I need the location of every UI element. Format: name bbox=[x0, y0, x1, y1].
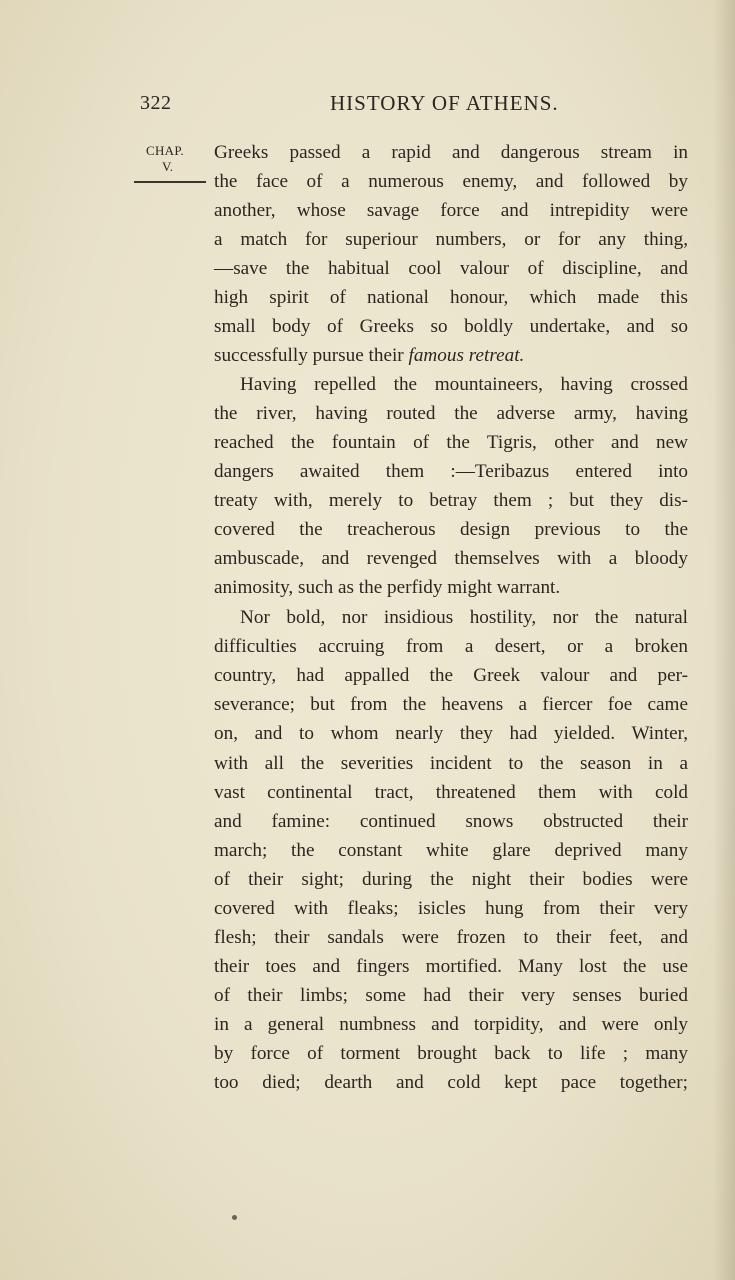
spine-shadow bbox=[713, 0, 735, 1280]
text-line: —save the habitual cool valour of discipline, and bbox=[214, 258, 688, 279]
text-line: and famine: continued snows obstructed their bbox=[214, 811, 688, 832]
text-line: Greeks passed a rapid and dangerous stream in bbox=[214, 142, 688, 163]
text-line: animosity, such as the perfidy might warrant. bbox=[214, 577, 561, 598]
text-line: the face of a numerous enemy, and followed by bbox=[214, 171, 688, 192]
text-line: reached the fountain of the Tigris, other and new bbox=[214, 432, 688, 453]
text-line: by force of torment brought back to life ; many bbox=[214, 1043, 688, 1064]
text-line: small body of Greeks so boldly undertake, and so bbox=[214, 316, 688, 337]
text-line: of their sight; during the night their bodies were bbox=[214, 869, 688, 890]
text-line: covered the treacherous design previous to the bbox=[214, 519, 688, 540]
text-line: country, had appalled the Greek valour and per- bbox=[214, 665, 688, 686]
text-line: flesh; their sandals were frozen to their feet, and bbox=[214, 927, 688, 948]
italic-phrase: famous retreat. bbox=[408, 345, 525, 366]
text-line: high spirit of national honour, which made this bbox=[214, 287, 688, 308]
text-line: too died; dearth and cold kept pace together; bbox=[214, 1072, 688, 1093]
chapter-margin-number: V. bbox=[162, 159, 173, 174]
text-line: ambuscade, and revenged themselves with a bloody bbox=[214, 548, 688, 569]
text-line-main: successfully pursue their bbox=[214, 345, 404, 366]
text-line bbox=[214, 344, 688, 368]
text-line: Having repelled the mountaineers, having crossed bbox=[240, 374, 688, 395]
text-line: covered with fleaks; isicles hung from their very bbox=[214, 898, 688, 919]
text-line: march; the constant white glare deprived many bbox=[214, 840, 688, 861]
chapter-margin-rule bbox=[134, 181, 206, 183]
text-line: another, whose savage force and intrepidity were bbox=[214, 200, 688, 221]
text-line: a match for superiour numbers, or for any thing, bbox=[214, 229, 688, 250]
paper-speck bbox=[232, 1215, 237, 1220]
text-line: severance; but from the heavens a fiercer foe came bbox=[214, 694, 688, 715]
text-line: on, and to whom nearly they had yielded. Winter, bbox=[214, 723, 688, 744]
chapter-margin-label: CHAP. bbox=[146, 143, 184, 158]
text-line: of their limbs; some had their very senses buried bbox=[214, 985, 688, 1006]
text-line: in a general numbness and torpidity, and were only bbox=[214, 1014, 688, 1035]
text-line: treaty with, merely to betray them ; but they dis- bbox=[214, 490, 688, 511]
text-line: Nor bold, nor insidious hostility, nor the natural bbox=[240, 607, 688, 628]
text-line: with all the severities incident to the season in a bbox=[214, 753, 688, 774]
text-line: their toes and fingers mortified. Many lost the use bbox=[214, 956, 688, 977]
page-number: 322 bbox=[140, 92, 172, 114]
running-head: HISTORY OF ATHENS. bbox=[330, 91, 559, 115]
text-line: the river, having routed the adverse army, having bbox=[214, 403, 688, 424]
text-line: dangers awaited them :—Teribazus entered into bbox=[214, 461, 688, 482]
text-line: difficulties accruing from a desert, or a broken bbox=[214, 636, 688, 657]
text-line: vast continental tract, threatened them with cold bbox=[214, 782, 688, 803]
